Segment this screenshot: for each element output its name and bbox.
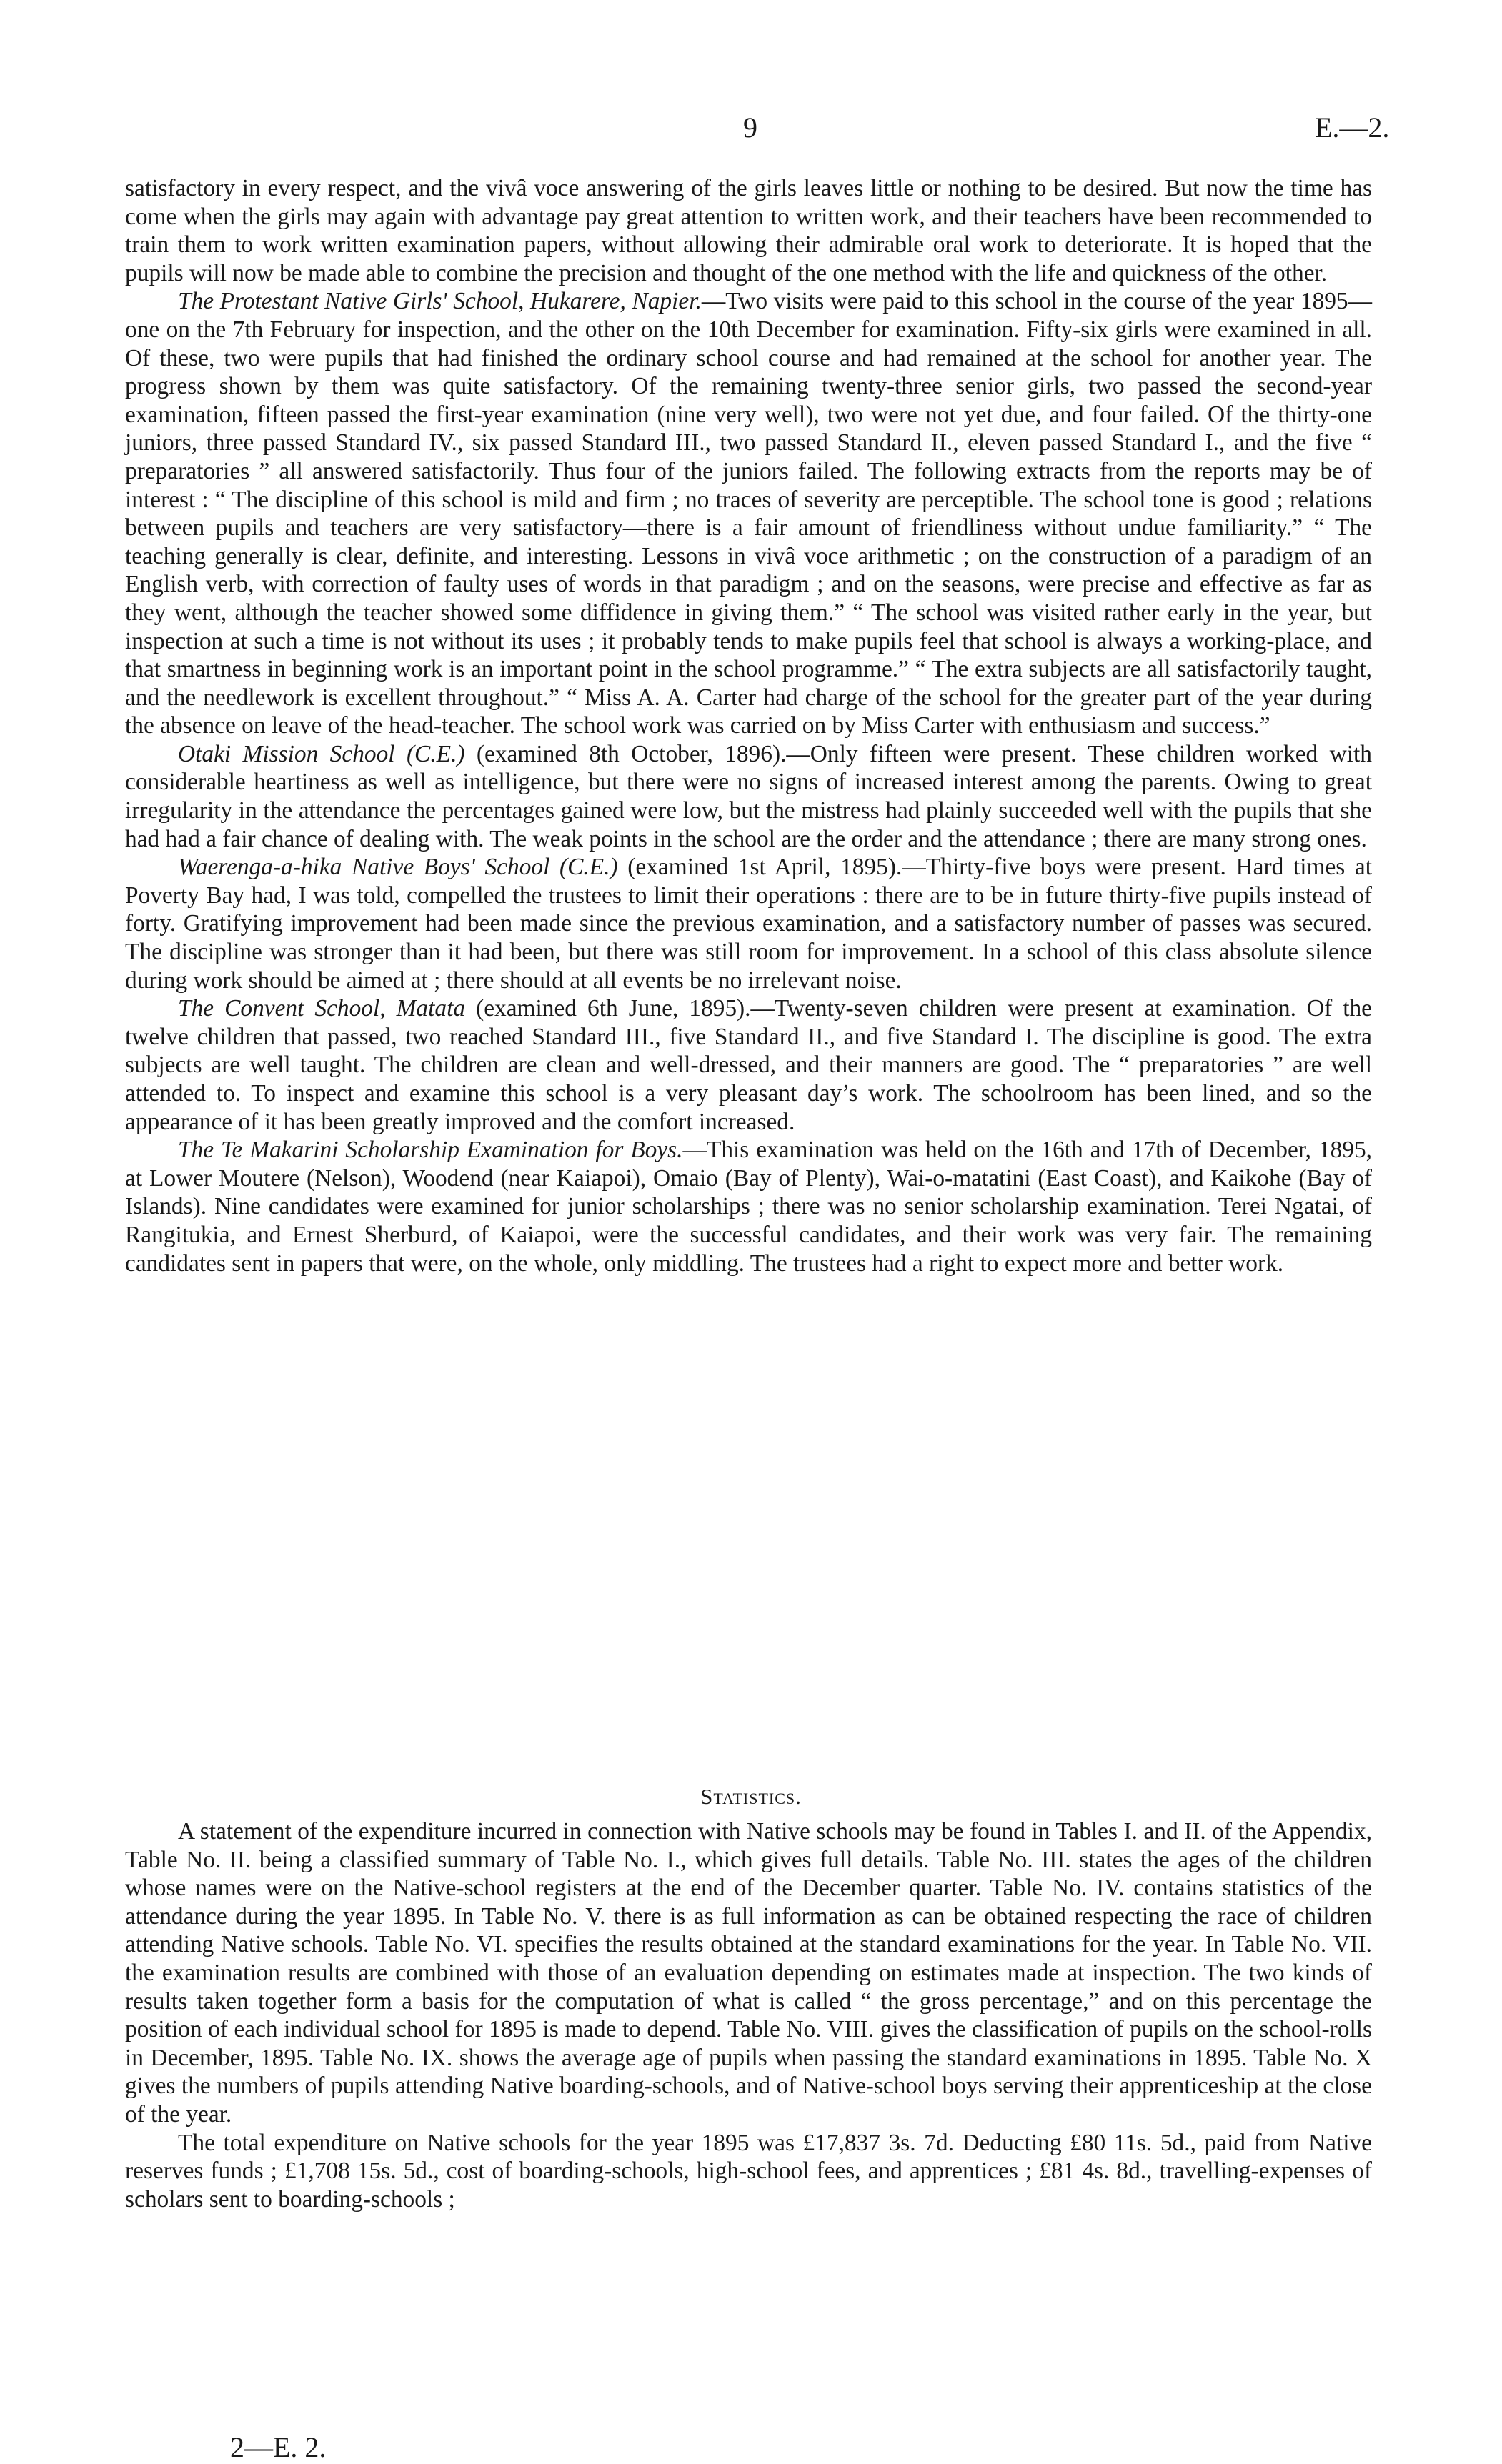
paragraph-convent bbox=[125, 994, 1372, 1136]
school-title-waerenga-suffix: (C.E.) bbox=[559, 854, 618, 881]
paragraph-waerenga bbox=[125, 853, 1372, 994]
page-number: 9 bbox=[743, 111, 757, 144]
paragraph-convent-text: (examined 6th June, 1895).—Twenty-seven children were present at examination. Of the twelve children that passed, two reached Standard III., five Standard II., and five Standard I. The discipline is good. The extra subjects are well taught. The children are clean and well-dressed, and their manners are good. The “ preparatories ” are well attended to. To inspect and examine this school is a very pleasant day’s work. The schoolroom has been lined, and so the appearance of it has been greatly improved and the comfort increased. bbox=[125, 995, 1372, 1135]
school-title-hukarere: The Protestant Native Girls' School, Hukarere, Napier. bbox=[178, 288, 702, 315]
school-title-convent: The Convent School, Matata bbox=[178, 995, 466, 1022]
paragraph-hukarere-text: —Two visits were paid to this school in the course of the year 1895—one on the 7th February for inspection, and the other on the 10th December for examination. Fifty-six girls were examined in all. Of these, two were pupils that had finished the ordinary school course and had remained at the school for another year. The progress shown by them was quite satisfactory. Of the remaining twenty-three senior girls, two passed the second-year examination, fifteen passed the first-year examination (nine very well), two were not yet due, and four failed. Of the thirty-one juniors, three passed Standard IV., six passed Standard III., two passed Standard II., eleven passed Standard I., and the five “ preparatories ” all answered satisfactorily. Thus four of the juniors failed. The following extracts from the reports may be of interest : “ The discipline of this school is mild and firm ; no traces of severity are perceptible. The school tone is good ; relations between pupils and teachers are very satisfactory—there is a fair amount of friendliness without undue familiarity.” “ The teaching generally is clear, definite, and interesting. Lessons in vivâ voce arithmetic ; on the construction of a paradigm of an English verb, with correction of faulty uses of words in that paradigm ; and on the seasons, were precise and effective as far as they went, although the teacher showed some diffidence in giving them.” “ The school was visited rather early in the year, but inspection at such a time is not without its uses ; it probably tends to make pupils feel that school is always a working-place, and that smartness in beginning work is an important point in the school programme.” “ The extra subjects are all satisfactorily taught, and the needlework is excellent throughout.” “ Miss A. A. Carter had charge of the school for the greater part of the year during the absence on leave of the head-teacher. The school work was carried on by Miss Carter with enthusiasm and success.” bbox=[125, 288, 1373, 739]
signature-mark: 2—E. 2. bbox=[230, 2431, 327, 2463]
paragraph-makarini bbox=[125, 1136, 1372, 1277]
paragraph-makarini-text: —This examination was held on the 16th and 17th of December, 1895, at Lower Moutere (Nelson), Woodend (near Kaiapoi), Omaio (Bay of Plenty), Wai-o-matatini (East Coast), and Kaikohe (Bay of Islands). Nine candidates were examined for junior scholarships ; there was no senior scholarship examination. Terei Ngatai, of Rangitukia, and Ernest Sherburd, of Kaiapoi, were the successful candidates, and their work was very fair. The remaining candidates sent in papers that were, on the whole, only middling. The trustees had a right to expect more and better work. bbox=[125, 1137, 1372, 1277]
school-title-makarini: The Te Makarini Scholarship Examination for Boys. bbox=[178, 1137, 683, 1164]
paragraph-hukarere bbox=[125, 287, 1372, 740]
statistics-paragraph-tables: A statement of the expenditure incurred in connection with Native schools may be found in Tables I. and II. of the Appendix, Table No. II. being a classified summary of Table No. I., which gives full details. Table No. III. states the ages of the children whose names were on the Native-school registers at the end of the December quarter. Table No. IV. contains statistics of the attendance during the year 1895. In Table No. V. there is as full information as can be obtained respecting the race of children attending Native schools. Table No. VI. specifies the results obtained at the standard examinations for the year. In Table No. VII. the examination results are combined with those of an evaluation depending on estimates made at inspection. The two kinds of results taken together form a basis for the computation of what is called “ the gross percentage,” and on this percentage the position of each individual school for 1895 is made to depend. Table No. VIII. gives the classification of pupils on the school-rolls in December, 1895. Table No. IX. shows the average age of pupils when passing the standard examinations in 1895. Table No. X gives the numbers of pupils attending Native boarding-schools, and of Native-school boys serving their apprenticeship at the close of the year. bbox=[125, 1818, 1372, 2128]
statistics-body bbox=[125, 1817, 1372, 2213]
document-reference: E.—2. bbox=[1315, 111, 1390, 144]
school-title-otaki: Otaki Mission School bbox=[178, 740, 395, 767]
school-title-waerenga: Waerenga-a-hika Native Boys' School bbox=[178, 854, 550, 881]
school-title-otaki-suffix: (C.E.) bbox=[406, 740, 465, 767]
report-body bbox=[125, 174, 1372, 1277]
statistics-paragraph-expenditure: The total expenditure on Native schools for the year 1895 was £17,837 3s. 7d. Deducting £80 11s. 5d., paid from Native reserves funds ; £1,708 15s. 5d., cost of boarding-schools, high-school fees, and apprentices ; £81 4s. 8d., travelling-expenses of scholars sent to boarding-schools ; bbox=[125, 2129, 1372, 2213]
paragraph-continuation: satisfactory in every respect, and the vivâ voce answering of the girls leaves little or nothing to be desired. But now the time has come when the girls may again with advantage pay great attention to written work, and their teachers have been recommended to train them to work written examination papers, without allowing their admirable oral work to deteriorate. It is hoped that the pupils will now be made able to combine the precision and thought of the one method with the life and quickness of the other. bbox=[125, 175, 1372, 286]
paragraph-waerenga-text: (examined 1st April, 1895).—Thirty-five boys were present. Hard times at Poverty Bay had, I was told, compelled the trustees to limit their operations : there are to be in future thirty-five pupils instead of forty. Gratifying improvement had been made since the previous examination, and a satisfactory number of passes was secured. The discipline was stronger than it had been, but there was still room for improvement. In a school of this class absolute silence during work should be aimed at ; there should at all events be no irrelevant noise. bbox=[125, 854, 1372, 994]
paragraph-otaki-text: (examined 8th October, 1896).—Only fifteen were present. These children worked with considerable heartiness as well as intelligence, but there were no signs of increased interest among the parents. Owing to great irregularity in the attendance the percentages gained were low, but the mistress had plainly succeeded well with the pupils that she had had a fair chance of dealing with. The weak points in the school are the order and the attendance ; there are many strong ones. bbox=[125, 740, 1372, 852]
paragraph-otaki bbox=[125, 740, 1372, 853]
statistics-heading: Statistics. bbox=[700, 1784, 802, 1809]
